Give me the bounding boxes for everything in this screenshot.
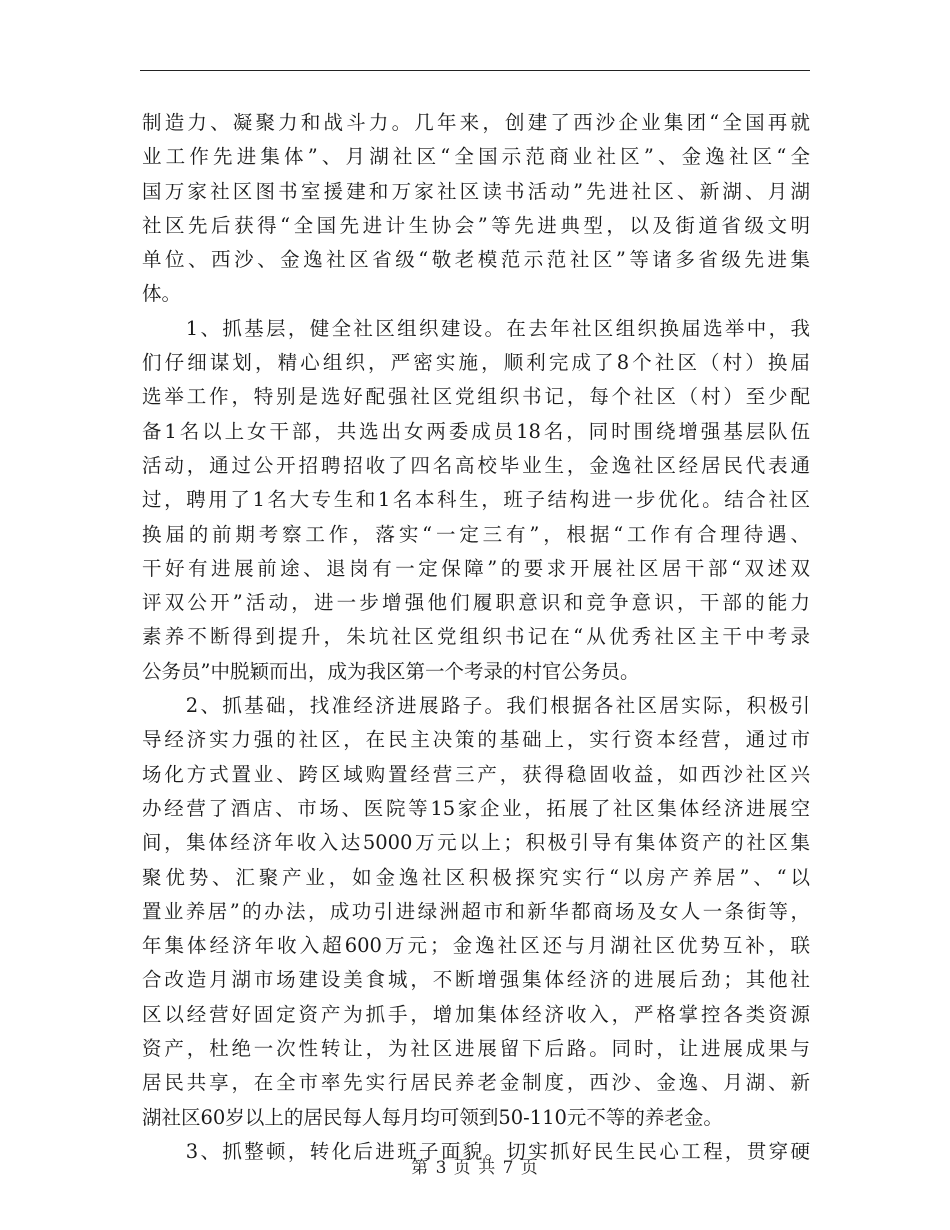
text-line: 置业养居”的办法，成功引进绿洲超市和新华都商场及女人一条街等，: [142, 899, 810, 923]
text-line: 活动，通过公开招聘招收了四名高校毕业生，金逸社区经居民代表通: [142, 453, 810, 477]
text-line: 换届的前期考察工作，落实“一定三有”，根据“工作有合理待遇、: [142, 522, 810, 546]
text-line: 制造力、凝聚力和战斗力。几年来，创建了西沙企业集团“全国再就: [142, 111, 810, 134]
text-line: 居民共享，在全市率先实行居民养老金制度，西沙、金逸、月湖、新: [142, 1071, 810, 1095]
text-line: 合改造月湖市场建设美食城，不断增强集体经济的进展后劲；其他社: [142, 968, 810, 992]
text-line: 导经济实力强的社区，在民主决策的基础上，实行资本经营，通过市: [142, 728, 810, 752]
text-line: 聚优势、汇聚产业，如金逸社区积极探究实行“以房产养居”、“以: [142, 865, 810, 889]
text-line: 社区先后获得“全国先进计生协会”等先进典型，以及街道省级文明: [142, 213, 810, 237]
text-line: 国万家社区图书室援建和万家社区读书活动”先进社区、新湖、月湖: [142, 179, 810, 203]
text-line: 干好有进展前途、退岗有一定保障”的要求开展社区居干部“双述双: [142, 556, 810, 580]
text-line: 过，聘用了1名大专生和1名本科生，班子结构进一步优化。结合社区: [142, 488, 810, 512]
text-line: 素养不断得到提升，朱坑社区党组织书记在“从优秀社区主干中考录: [142, 625, 810, 649]
text-line: 2、抓基础，找准经济进展路子。我们根据各社区居实际，积极引: [142, 694, 810, 718]
text-line: 公务员”中脱颖而出，成为我区第一个考录的村官公务员。: [142, 659, 640, 683]
text-line: 场化方式置业、跨区域购置经营三产，获得稳固收益，如西沙社区兴: [142, 762, 810, 786]
text-line: 年集体经济年收入超600万元；金逸社区还与月湖社区优势互补，联: [142, 934, 810, 958]
document-body: [142, 106, 810, 1169]
text-line: 资产，杜绝一次性转让，为社区进展留下后路。同时，让进展成果与: [142, 1037, 810, 1061]
text-line: 备1名以上女干部，共选出女两委成员18名，同时围绕增强基层队伍: [142, 419, 810, 443]
text-line: 们仔细谋划，精心组织，严密实施，顺利完成了8个社区（村）换届: [142, 351, 810, 375]
header-rule: [140, 70, 810, 71]
text-line: 单位、西沙、金逸社区省级“敬老模范示范社区”等诸多省级先进集: [142, 248, 810, 272]
text-line: 评双公开”活动，进一步增强他们履职意识和竞争意识，干部的能力: [142, 591, 810, 615]
text-line: 湖社区60岁以上的居民每人每月均可领到50-110元不等的养老金。: [142, 1105, 723, 1129]
text-line: 1、抓基层，健全社区组织建设。在去年社区组织换届选举中，我: [142, 316, 810, 340]
text-line: 区以经营好固定资产为抓手，增加集体经济收入，严格掌控各类资源: [142, 1002, 810, 1026]
text-line: 间，集体经济年收入达5000万元以上；积极引导有集体资产的社区集: [142, 831, 810, 855]
text-line: 选举工作，特别是选好配强社区党组织书记，每个社区（村）至少配: [142, 385, 810, 409]
page-number: 第 3 页 共 7 页: [411, 1158, 539, 1178]
text-line: 业工作先进集体”、月湖社区“全国示范商业社区”、金逸社区“全: [142, 145, 810, 169]
text-line: 3、抓整顿，转化后进班子面貌。切实抓好民生民心工程，贯穿硬: [142, 1139, 810, 1163]
text-line: 办经营了酒店、市场、医院等15家企业，拓展了社区集体经济进展空: [142, 796, 810, 820]
text-line: 体。: [142, 282, 182, 306]
